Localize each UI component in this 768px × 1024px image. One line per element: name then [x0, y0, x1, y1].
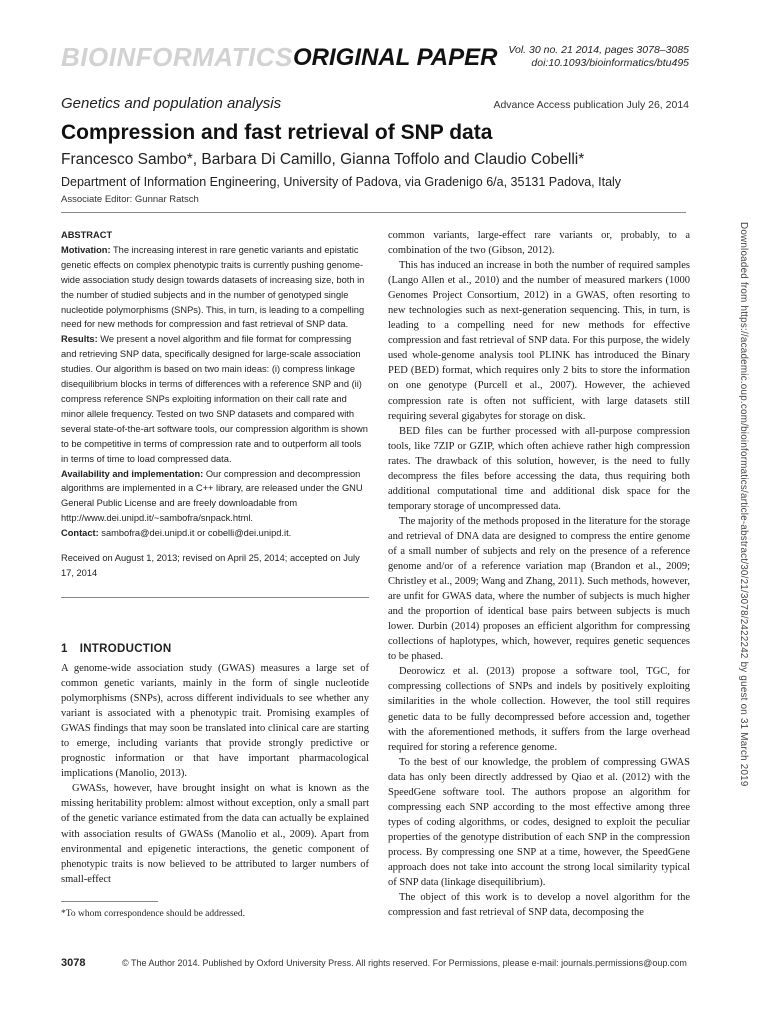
download-watermark [738, 222, 758, 787]
paper-title: Compression and fast retrieval of SNP data [61, 121, 493, 144]
left-column-body [61, 661, 369, 887]
motivation-label: Motivation: [61, 244, 111, 255]
author-list: Francesco Sambo*, Barbara Di Camillo, Gianna Toffolo and Claudio Cobelli* [61, 151, 585, 168]
body-paragraph: Deorowicz et al. (2013) propose a software tool, TGC, for compressing collections of SNPs and indels by positively exploiting similarities in the whole collection. However, the tool still requires genetic data to be fully decompressed before accession and, together with the aforementioned methods, it suffers from the large overhead required for storing a reference genome. [388, 666, 690, 753]
paper-type-label: ORIGINAL PAPER [293, 44, 498, 71]
introduction-heading [61, 643, 183, 655]
abstract [61, 228, 369, 581]
footnote-divider [61, 901, 158, 902]
abstract-divider [61, 597, 369, 598]
body-paragraph: BED files can be further processed with all-purpose compression tools, like 7ZIP or GZIP, which often achieve rather high compression rates. The drawback of this solution, however, is the need to fully decompress the files before accessing the data, thus requiring both additional computational time and additional disk space for the temporary storage of uncompressed data. [388, 425, 690, 512]
intro-paragraph: GWASs, however, have brought insight on what is known as the missing heritability problem: almost without exception, only a small part of the genetic variance estimated from the data can actually be explained with association results of GWASs (Manolio et al., 2009). Apart from environmental and epigenetic interactions, the genetic component of phenotypic traits is now believed to be attributed to larger numbers of small-effect [61, 783, 369, 885]
abstract-contact [61, 526, 369, 541]
right-column-body [388, 228, 690, 920]
abstract-motivation [61, 243, 369, 332]
results-text: We present a novel algorithm and file format for compressing and retrieving SNP data, specifically designed for large-scale association studies. Our algorithm is based on two main ideas: (i) compress linkage disequilibrium blocks in terms of differences with a reference SNP and (ii) compress reference SNPs exploiting information on their call rate and minor allele frequency. Tested on two SNP datasets and compared with several state-of-the-art software tools, our compression algorithm is shown to be competitive in terms of compression rate and to outperform all tools in terms of time to load compressed data. [61, 334, 368, 464]
correspondence-footnote: *To whom correspondence should be addressed. [61, 909, 246, 919]
section-number: 1 [61, 643, 68, 655]
body-paragraph: This has induced an increase in both the number of required samples (Lango Allen et al., 2010) and the number of measured markers (1000 Genomes Project Consortium, 2012) in a GWAS, often resorting to new technologies such as next-generation sequencing. This, in turn, is leading to a compelling need for new methods for effective compression and fast retrieval of SNP data. For this purpose, the widely used whole-genome analysis tool PLINK has introduced the Binary PED (BED) format, which requires only 2 bits to store the information on one genotype (Purcell et al., 2007). However, the achieved compression rate is often not sufficient, with large datasets still requiring several gigabytes for storage on disk. [388, 260, 691, 422]
body-paragraph: common variants, large-effect rare variants or, probably, to a combination of the two (Gibson, 2012). [388, 230, 690, 257]
body-paragraph: The majority of the methods proposed in the literature for the storage and retrieval of DNA data are designed to compress the entire genome of a small number of subjects and rely on the presence of a reference genome and/or of a reference variation map (Brandon et al., 2009; Christley et al., 2009; Wang and Zhang, 2011). Such methods, however, are unfit for GWAS data, where the number of subjects is much higher and the proportion of identical base pairs between subjects is much lower. Durbin (2014) proposes an efficient algorithm for compressing collections of haplotypes, which, however, requires genetic sequences to be phased. [388, 515, 691, 663]
availability-label: Availability and implementation: [61, 468, 204, 479]
volume-line: Vol. 30 no. 21 2014, pages 3078–3085 [508, 44, 689, 56]
abstract-availability [61, 467, 369, 527]
motivation-text: The increasing interest in rare genetic variants and epistatic genetic effects on complex phenotypic traits is currently pushing genome-wide association study design towards datasets of increasing size, both in the number of studied subjects and in the number of genotyped single nucleotide polymorphisms (SNPs). This, in turn, is leading to a compelling need for new methods for compression and fast retrieval of SNP data. [61, 244, 365, 330]
body-paragraph: The object of this work is to develop a novel algorithm for the compression and fast retrieval of SNP data, decomposing the [388, 892, 690, 919]
results-label: Results: [61, 334, 98, 345]
contact-emails[interactable]: sambofra@dei.unipd.it or cobelli@dei.unipd.it. [101, 528, 292, 539]
affiliation: Department of Information Engineering, University of Padova, via Gradenigo 6/a, 35131 Padova, Italy [61, 175, 622, 189]
section-title: INTRODUCTION [79, 643, 172, 655]
page-number: 3078 [61, 957, 86, 969]
intro-paragraph: A genome-wide association study (GWAS) measures a large set of common genetic variants, mainly in the form of single nucleotide polymorphisms (SNPs), across different individuals to see whether any variant is associated with a phenotypic trait. Promising examples of GWAS findings that may soon be translated into clinical care are starting to emerge, including variants that provide strongly predictive or prognostic information or that have important pharmacological implications (Manolio, 2013). [61, 663, 369, 780]
section-label: Genetics and population analysis [61, 95, 282, 112]
download-watermark-text: Downloaded from https://academic.oup.com/bioinformatics/article-abstract/30/21/3078/2422242 by guest on 31 March 2019 [738, 222, 749, 787]
abstract-results [61, 332, 369, 466]
volume-info [508, 44, 689, 70]
body-paragraph: To the best of our knowledge, the problem of compressing GWAS data has only been directly addressed by Qiao et al. (2012) with the SpeedGene software tool. The authors propose an algorithm for compressing each SNP according to the most effective among three types of coding algorithms, or codes, designed to exploit the peculiar properties of the genotype distribution of each SNP in the compression process. By compressing one SNP at a time, however, the SpeedGene approach does not take into account the strong local similarity typical of SNP data (linkage disequilibrium). [388, 756, 690, 889]
availability-text[interactable]: Our compression and decompression algorithms are implemented in a C++ library, are released under the GNU General Public License and are freely downloadable from http://www.dei.unipd.it/~sambofra/snpack.html. [61, 468, 363, 524]
doi-line[interactable]: doi:10.1093/bioinformatics/btu495 [531, 57, 689, 69]
abstract-heading: ABSTRACT [61, 230, 113, 240]
contact-label: Contact: [61, 528, 99, 539]
journal-name: BIOINFORMATICS [61, 42, 293, 72]
received-dates: Received on August 1, 2013; revised on April 25, 2014; accepted on July 17, 2014 [61, 553, 360, 578]
associate-editor: Associate Editor: Gunnar Ratsch [61, 194, 199, 205]
header-divider [61, 212, 686, 213]
advance-access-note: Advance Access publication July 26, 2014 [493, 99, 689, 111]
copyright-notice: © The Author 2014. Published by Oxford University Press. All rights reserved. For Permissions, please e-mail: journals.permissions@oup.com [122, 958, 687, 968]
